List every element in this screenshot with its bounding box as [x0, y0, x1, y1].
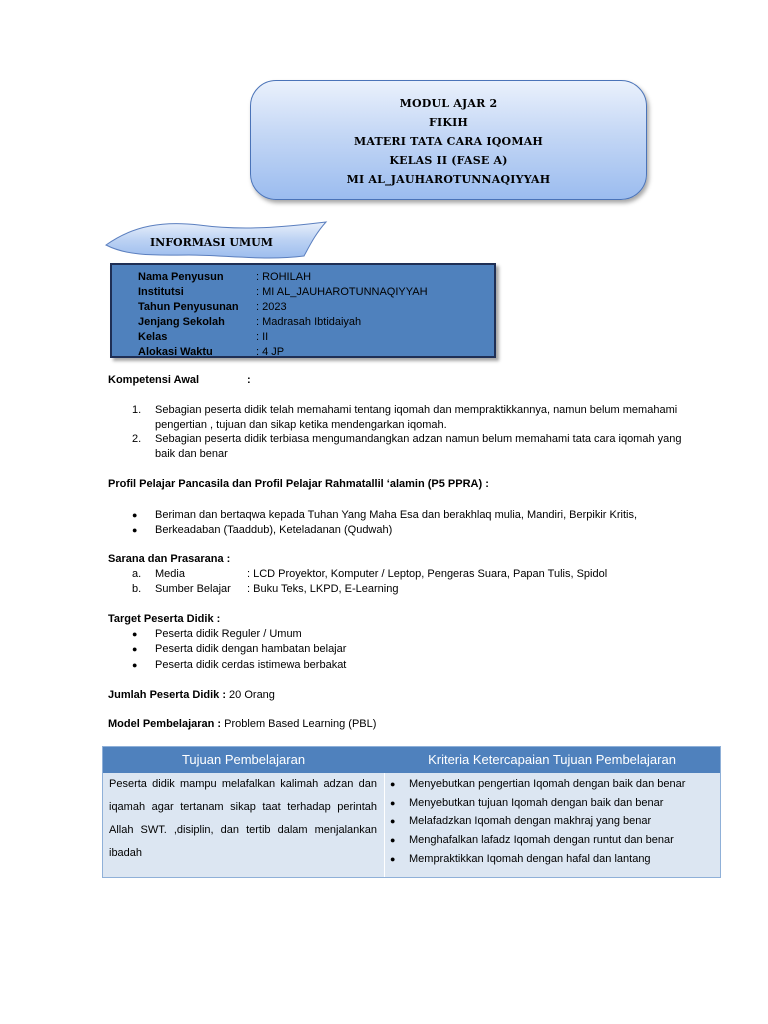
jumlah-value: 20 Orang: [226, 689, 275, 701]
header-tujuan: Tujuan Pembelajaran: [181, 752, 306, 767]
list-item-text: Berkeadaban (Taaddub), Keteladanan (Qudwah): [155, 524, 393, 536]
info-label: Tahun Penyusunan: [138, 301, 239, 313]
model-line: [108, 717, 376, 732]
title-box: [250, 80, 647, 200]
sarana-value: : LCD Proyektor, Komputer / Leptop, Pengeras Suara, Papan Tulis, Spidol: [247, 568, 608, 580]
info-label: Nama Penyusun: [138, 271, 224, 283]
sarana-heading: Sarana dan Prasarana :: [108, 553, 231, 565]
bullet-icon: ●: [390, 798, 396, 808]
table-body: [103, 773, 720, 877]
objectives-table: [102, 746, 721, 878]
bullet-icon: ●: [132, 525, 138, 535]
bullet-icon: ●: [390, 816, 396, 826]
list-item-text: baik dan benar: [155, 448, 228, 460]
sarana-value: : Buku Teks, LKPD, E-Learning: [247, 583, 399, 595]
list-number: 1.: [132, 404, 142, 416]
bullet-icon: ●: [132, 660, 138, 670]
model-label: Model Pembelajaran :: [108, 718, 222, 730]
title-line-5: MI AL_JAUHAROTUNNAQIYYAH: [346, 172, 551, 186]
kriteria-text: Mempraktikkan Iqomah dengan hafal dan lantang: [409, 853, 651, 865]
list-item-text: Peserta didik Reguler / Umum: [155, 628, 302, 640]
title-line-2: FIKIH: [428, 115, 469, 129]
bullet-icon: ●: [390, 779, 396, 789]
list-item-text: Beriman dan bertaqwa kepada Tuhan Yang Maha Esa dan berakhlaq mulia, Mandiri, Berpikir Kritis,: [155, 509, 638, 521]
info-value: : ROHILAH: [256, 271, 312, 283]
table-header: [103, 747, 720, 773]
bullet-icon: ●: [132, 510, 138, 520]
list-item-text: pengertian , tujuan dan sikap ketika mendengarkan iqomah.: [155, 419, 447, 431]
kriteria-text: Menghafalkan lafadz Iqomah dengan runtut dan benar: [409, 834, 674, 846]
title-line-3: MATERI TATA CARA IQOMAH: [353, 134, 544, 148]
kriteria-text: Menyebutkan pengertian Iqomah dengan baik dan benar: [409, 778, 686, 790]
info-value: : 2023: [256, 301, 287, 313]
list-number: 2.: [132, 433, 142, 445]
header-kriteria: Kriteria Ketercapaian Tujuan Pembelajaran: [428, 752, 676, 767]
profil-heading: Profil Pelajar Pancasila dan Profil Pelajar Rahmatallil ‘alamin (P5 PPRA) :: [108, 478, 489, 490]
jumlah-label: Jumlah Peserta Didik :: [108, 689, 226, 701]
bullet-icon: ●: [132, 644, 138, 654]
sarana-label: Sumber Belajar: [155, 583, 231, 595]
kompetensi-colon: :: [247, 374, 251, 386]
list-item-text: Sebagian peserta didik telah memahami tentang iqomah dan mempraktikkannya, namun belum memahami: [155, 404, 678, 416]
kompetensi-heading: Kompetensi Awal: [108, 374, 200, 386]
kriteria-text: Menyebutkan tujuan Iqomah dengan baik dan benar: [409, 797, 664, 809]
title-line-4: KELAS II (FASE A): [389, 153, 508, 167]
list-letter: b.: [132, 583, 142, 595]
list-letter: a.: [132, 568, 142, 580]
info-value: : Madrasah Ibtidaiyah: [256, 316, 362, 328]
bullet-icon: ●: [132, 629, 138, 639]
tujuan-cell: Peserta didik mampu melafalkan kalimah adzan dan iqamah agar tertanam sikap taat terhadap perintah Allah SWT. ,disiplin, dan tertib dalam menjalankan ibadah: [109, 778, 377, 859]
info-box: [110, 263, 496, 358]
title-line-1: MODUL AJAR 2: [399, 96, 498, 110]
table-divider: [384, 773, 385, 877]
info-value: : II: [256, 331, 269, 343]
bullet-icon: ●: [390, 854, 396, 864]
kriteria-text: Melafadzkan Iqomah dengan makhraj yang benar: [409, 815, 652, 827]
info-label: Kelas: [138, 331, 168, 343]
jumlah-line: [108, 688, 275, 703]
bullet-icon: ●: [390, 835, 396, 845]
sarana-label: Media: [155, 568, 185, 580]
info-label: Institutsi: [138, 286, 184, 298]
model-value: Problem Based Learning (PBL): [221, 718, 377, 730]
info-value: : 4 JP: [256, 346, 285, 358]
banner-label: INFORMASI UMUM: [150, 236, 273, 249]
list-item-text: Sebagian peserta didik terbiasa mengumandangkan adzan namun belum memahami tata cara iqomah yang: [155, 433, 682, 445]
info-label: Alokasi Waktu: [138, 346, 213, 358]
info-label: Jenjang Sekolah: [138, 316, 225, 328]
list-item-text: Peserta didik cerdas istimewa berbakat: [155, 659, 347, 671]
target-heading: Target Peserta Didik :: [108, 613, 221, 625]
info-value: : MI AL_JAUHAROTUNNAQIYYAH: [256, 286, 428, 298]
list-item-text: Peserta didik dengan hambatan belajar: [155, 643, 347, 655]
